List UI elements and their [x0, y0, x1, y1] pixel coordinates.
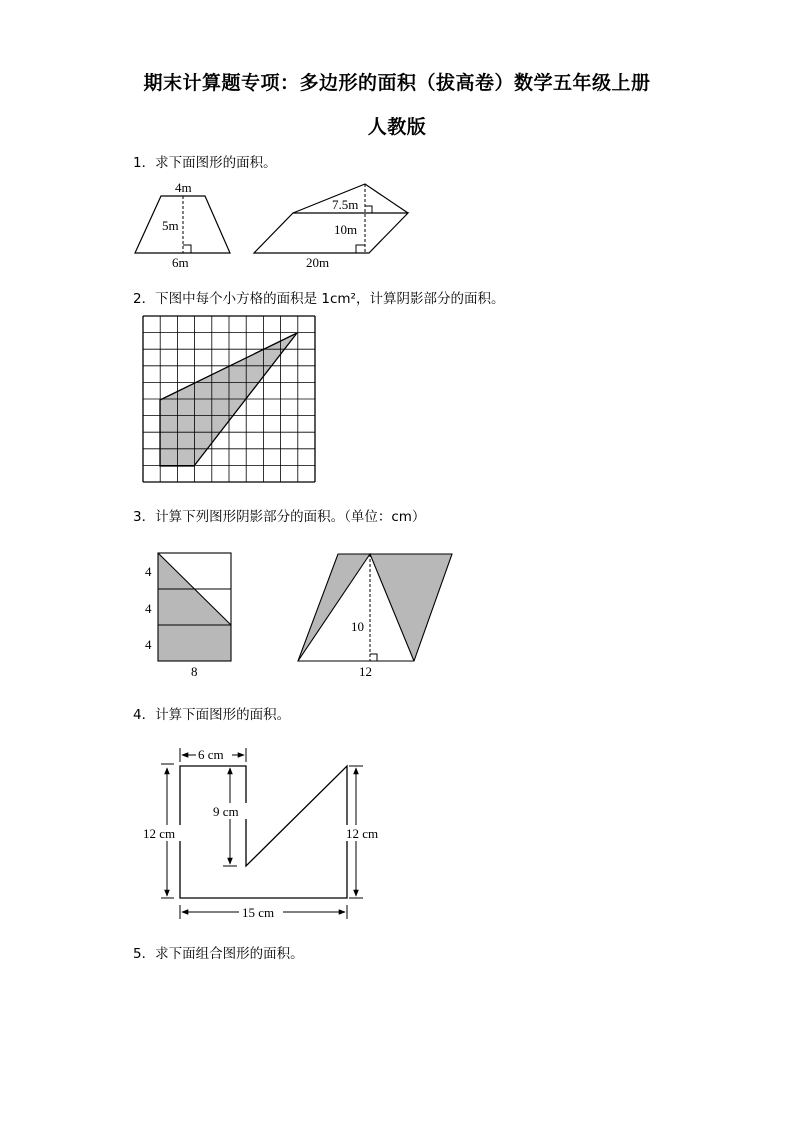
question-4: 4．计算下面图形的面积。	[133, 707, 291, 723]
rect-label-3: 4	[145, 637, 152, 652]
rect-label-2: 4	[145, 601, 152, 616]
para-base-label: 20m	[306, 255, 330, 270]
dim-left-label: 12 cm	[143, 826, 176, 841]
trap-height-label: 5m	[162, 218, 179, 233]
trap-top-label: 4m	[175, 180, 192, 195]
dim-inner-label: 9 cm	[213, 804, 239, 819]
para-h2-label: 10m	[334, 222, 358, 237]
page-subtitle: 人教版	[367, 116, 427, 138]
question-2: 2．下图中每个小方格的面积是 1cm²，计算阴影部分的面积。	[133, 291, 505, 307]
para3-base-label: 12	[359, 664, 372, 679]
dim-right-label: 12 cm	[346, 826, 379, 841]
rect-bottom-label: 8	[191, 664, 198, 679]
composite-shape	[180, 766, 347, 898]
para-h1-label: 7.5m	[332, 197, 359, 212]
trap-bottom-label: 6m	[172, 255, 189, 270]
question-1: 1．求下面图形的面积。	[133, 155, 277, 171]
page-title: 期末计算题专项：多边形的面积（拔高卷）数学五年级上册	[143, 72, 651, 94]
para3-height-label: 10	[351, 619, 364, 634]
question-3: 3．计算下列图形阴影部分的面积。（单位：cm）	[133, 509, 426, 525]
question-5: 5．求下面组合图形的面积。	[133, 946, 304, 962]
dim-bottom-label: 15 cm	[242, 905, 275, 920]
dim-top-label: 6 cm	[198, 747, 224, 762]
rect-label-1: 4	[145, 564, 152, 579]
